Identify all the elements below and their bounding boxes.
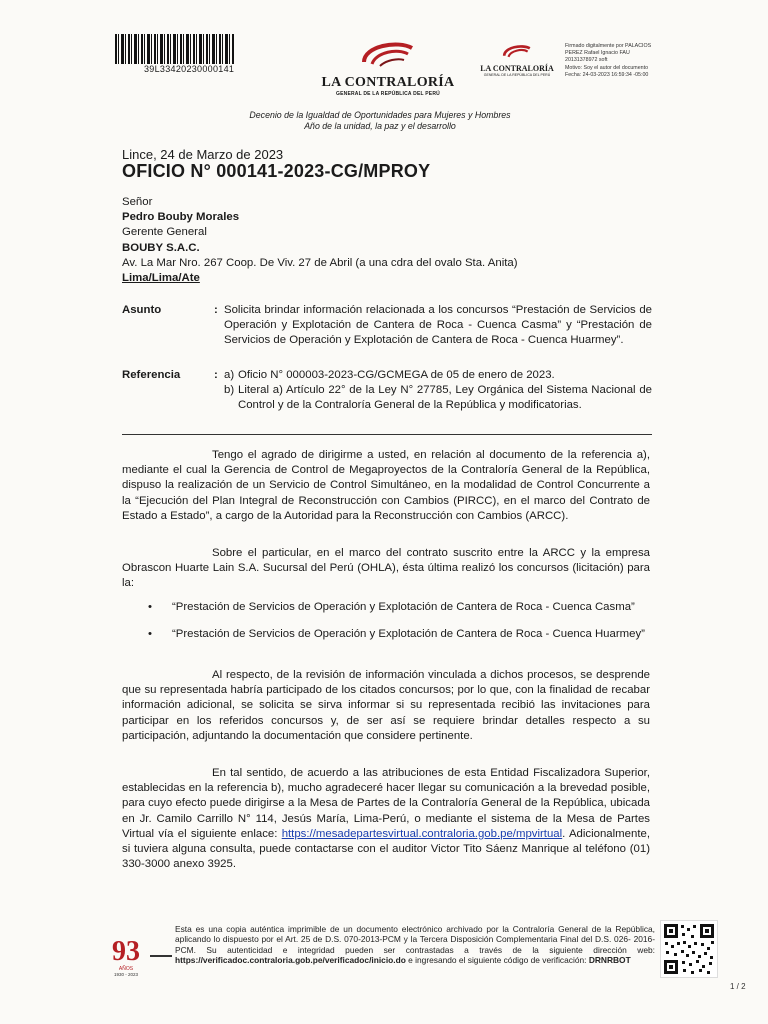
bullet-dot-icon: • bbox=[148, 601, 152, 613]
referencia-item bbox=[224, 368, 652, 383]
decade-line: Decenio de la Igualdad de Oportunidades para Mujeres y Hombres bbox=[249, 110, 511, 120]
asunto-colon: : bbox=[214, 304, 218, 316]
contraloria-small-emblem-icon bbox=[500, 43, 534, 59]
logo-title: LA CONTRALORÍA bbox=[321, 75, 455, 90]
paragraph-3 bbox=[122, 668, 650, 744]
anniversary-anos: AÑOS bbox=[118, 966, 134, 972]
decade-header bbox=[190, 110, 570, 132]
divider bbox=[122, 434, 652, 435]
paragraph-1-text: Tengo el agrado de dirigirme a usted, en relación al documento de la referencia a), mediante el cual la Gerencia de Control de Megaproyectos de la Contraloría General de la República, dispuso la realización de un Servicio de Control Simultáneo, en la modalidad de Control Concurrente a la “Ejecución del Plan Integral de Reconstrucción con Cambios (PIRCC), en el marco del Contrato de Estado a Estado”, a cargo de la Autoridad para la Reconstrucción con Cambios (ARCC). bbox=[122, 449, 650, 522]
year-line: Año de la unidad, la paz y el desarrollo bbox=[304, 121, 456, 131]
qr-code bbox=[660, 920, 718, 978]
authenticity-tail: e ingresando el siguiente código de verificación: bbox=[408, 955, 587, 966]
barcode bbox=[115, 34, 235, 64]
ref-a-text: Oficio N° 000003-2023-CG/GCMEGA de 05 de enero de 2023. bbox=[238, 369, 555, 381]
bullet-item bbox=[148, 627, 650, 642]
ref-marker: a) bbox=[224, 369, 235, 381]
recipient-city: Lima/Lima/Ate bbox=[122, 272, 200, 285]
bullet-1-text: “Prestación de Servicios de Operación y Explotación de Cantera de Roca - Cuenca Casma” bbox=[172, 601, 635, 613]
qr-code-icon bbox=[661, 921, 717, 977]
paragraph-4-text: En tal sentido, de acuerdo a las atribuciones de esta Entidad Fiscalizadora Superior, establecidas en la referencia b), mucho agradeceré hacer llegar su comunicación a la brevedad posible, para cuyo efecto puede dirigirse a la Mesa de Partes de la Contraloría General de la República, ubicada en Jr. Camilo Carrillo N° 114, Jesús María, Lima-Perú, o mediante el sistema de la Mesa de Partes Virtual vía el siguiente enlace: bbox=[122, 767, 650, 840]
anniversary-years: 1930 - 2023 bbox=[113, 972, 139, 977]
signature-line: PEREZ Rafael Ignacio FAU bbox=[565, 50, 630, 57]
logo-subtitle: GENERAL DE LA REPÚBLICA DEL PERÚ bbox=[336, 91, 440, 97]
oficio-number: OFICIO N° 000141-2023-CG/MPROY bbox=[122, 161, 431, 181]
paragraph-3-text: Al respecto, de la revisión de información vinculada a dichos procesos, se desprende que su representada habría participado de los citados concursos; por lo que, con la finalidad de recabar información adicional, se solicita se sirva informar si su representada recibió las invitaciones para participar en los referidos concursos y, de ser así se requiere brindar detalles respecto a su participación, adjuntando la documentación que considere pertinente. bbox=[122, 669, 650, 742]
referencia-row bbox=[122, 368, 652, 414]
bullet-item bbox=[148, 600, 650, 615]
bullet-dot-icon: • bbox=[148, 628, 152, 640]
referencia-colon: : bbox=[214, 369, 218, 381]
referencia-label: Referencia bbox=[122, 369, 181, 381]
referencia-list bbox=[224, 368, 652, 414]
ref-marker: b) bbox=[224, 384, 235, 397]
small-logo-subtitle: GENERAL DE LA REPÚBLICA DEL PERÚ bbox=[483, 73, 551, 77]
asunto-row bbox=[122, 303, 652, 349]
barcode-number: 39L33420230000141 bbox=[144, 64, 235, 74]
paragraph-2 bbox=[122, 546, 650, 592]
authenticity-text: Esta es una copia auténtica imprimible de un documento electrónico archivado por la Contraloría General de la República, aplicando lo dispuesto por el Art. 25 de D.S. 070-2013-PCM y la Tercera Disposición Complementaria Final del D.S. 026- 2016-PCM. Su autenticidad e integridad pueden ser contrastadas a través de la siguiente dirección web: bbox=[175, 924, 655, 955]
small-logo-title: LA CONTRALORÍA bbox=[480, 64, 554, 73]
recipient-role: Gerente General bbox=[122, 226, 207, 239]
signature-line: Firmado digitalmente por PALACIOS bbox=[565, 43, 652, 49]
paragraph-1 bbox=[122, 448, 650, 524]
signature-line: Motivo: Soy el autor del documento bbox=[565, 64, 649, 71]
signature-line: 20131378972 soft bbox=[565, 57, 608, 64]
anniversary-logo bbox=[96, 938, 156, 977]
mesa-partes-link[interactable]: https://mesadepartesvirtual.contraloria.gob.pe/mpvirtual bbox=[281, 827, 563, 840]
digital-signature bbox=[565, 43, 685, 79]
bullet-2-text: “Prestación de Servicios de Operación y Explotación de Cantera de Roca - Cuenca Huarmey” bbox=[172, 628, 645, 640]
contraloria-logo bbox=[318, 38, 458, 97]
paragraph-2-text: Sobre el particular, en el marco del contrato suscrito entre la ARCC y la empresa Obrascon Huarte Lain S.A. Sucursal del Perú (OHLA), ésta última realizó los concursos (licitación) para la: bbox=[122, 547, 650, 590]
asunto-text: Solicita brindar información relacionada a los concursos “Prestación de Servicios de Operación y Explotación de Cantera de Roca - Cuenca Casma” y “Prestación de Servicios de Operación y Explotación de Cantera de Roca - Cuenca Huarmey”. bbox=[224, 304, 652, 347]
recipient-address: Av. La Mar Nro. 267 Coop. De Viv. 27 de Abril (a una cdra del ovalo Sta. Anita) bbox=[122, 256, 518, 269]
recipient-block bbox=[122, 195, 518, 286]
city-date: Lince, 24 de Marzo de 2023 bbox=[122, 147, 284, 162]
authenticity-note bbox=[175, 924, 655, 966]
asunto-label: Asunto bbox=[122, 304, 162, 316]
page-number: 1 / 2 bbox=[730, 982, 746, 991]
paragraph-4 bbox=[122, 766, 650, 872]
recipient-company: BOUBY S.A.C. bbox=[122, 241, 200, 254]
signature-line: Fecha: 24-03-2023 16:59:34 -05:00 bbox=[565, 71, 649, 78]
contraloria-small-logo bbox=[476, 43, 558, 77]
paragraph-4-tail: . Adicionalmente, si tuviera alguna consulta, puede contactarse con el auditor Victor Tito Sáenz Manrique al teléfono (01) 330-3000 anexo 3925. bbox=[122, 827, 650, 871]
footer-dash bbox=[150, 955, 172, 957]
verification-url[interactable]: https://verificadoc.contraloria.gob.pe/verificadoc/inicio.do bbox=[175, 955, 406, 966]
recipient-name: Pedro Bouby Morales bbox=[122, 211, 240, 224]
anniversary-number: 93 bbox=[112, 936, 140, 967]
salutation: Señor bbox=[122, 196, 153, 208]
contraloria-emblem-icon bbox=[358, 38, 418, 68]
ref-b-text: Literal a) Artículo 22° de la Ley N° 27785, Ley Orgánica del Sistema Nacional de Control y de la Contraloría General de la República y modificatorias. bbox=[238, 384, 652, 412]
verification-code: DRNRBOT bbox=[588, 955, 631, 966]
referencia-item bbox=[224, 383, 652, 413]
